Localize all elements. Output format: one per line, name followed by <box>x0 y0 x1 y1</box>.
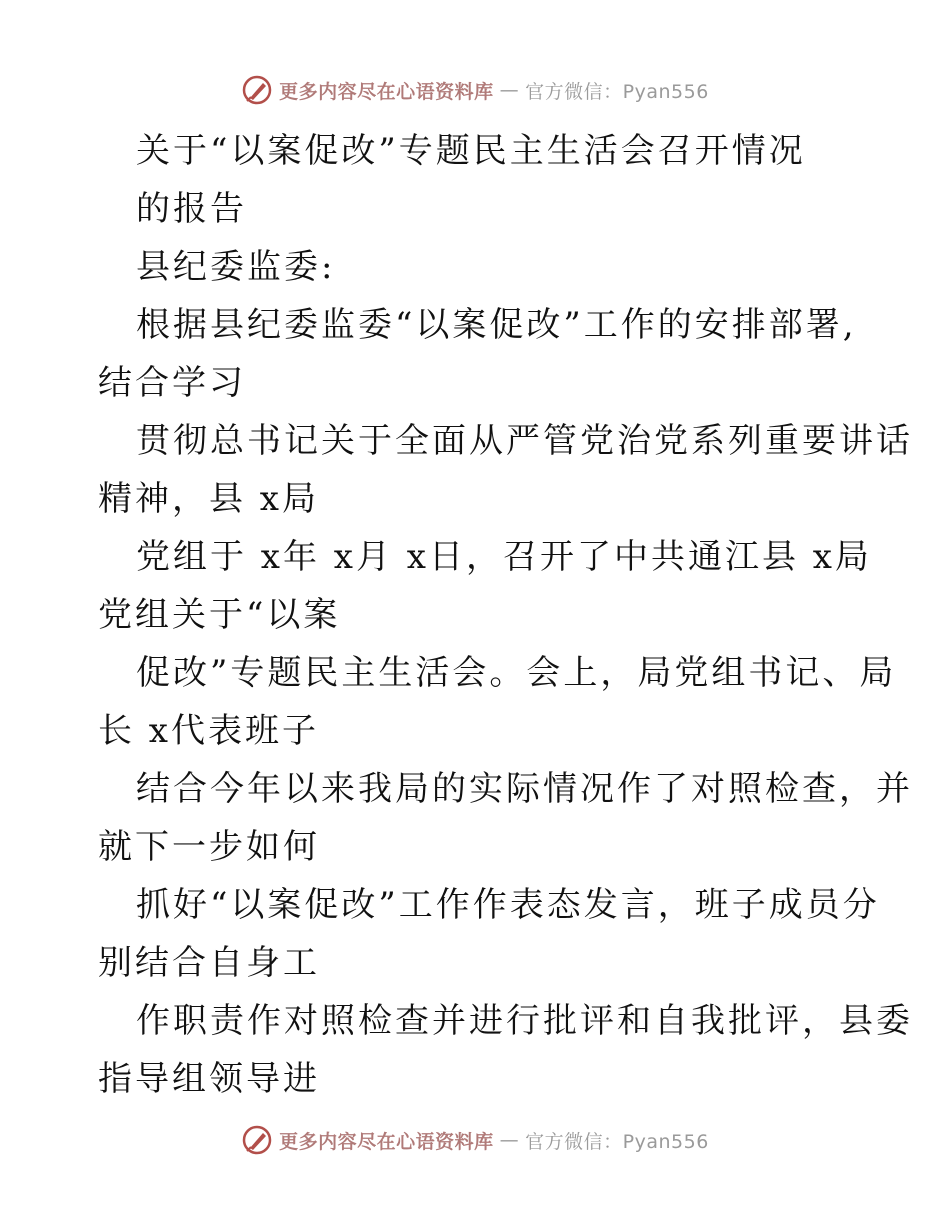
body-line: 党组于 x年 x月 x日，召开了中共通江县 x局 <box>136 537 872 577</box>
document-title-line-2: 的报告 <box>136 189 247 229</box>
body-line: 贯彻总书记关于全面从严管党治党系列重要讲话 <box>136 421 913 461</box>
document-addressee: 县纪委监委: <box>136 247 336 287</box>
body-line: 根据县纪委监委“以案促改”工作的安排部署, <box>136 305 857 345</box>
body-line: 结合今年以来我局的实际情况作了对照检查，并 <box>136 769 913 809</box>
quill-pen-logo-icon <box>241 1124 273 1156</box>
body-line: 党组关于“以案 <box>98 595 341 635</box>
body-line: 作职责作对照检查并进行批评和自我批评，县委 <box>136 1001 913 1041</box>
body-line: 促改”专题民主生活会。会上，局党组书记、局 <box>136 653 897 693</box>
header-watermark <box>0 70 950 110</box>
document-body <box>98 122 913 1108</box>
body-line: 抓好“以案促改”工作作表态发言，班子成员分 <box>136 885 880 925</box>
body-line: 精神，县 x局 <box>98 479 319 519</box>
footer-watermark <box>0 1120 950 1160</box>
watermark-main-text: 更多内容尽在心语资料库 <box>279 1130 494 1153</box>
watermark-main-text: 更多内容尽在心语资料库 <box>279 80 494 103</box>
watermark-separator: — <box>499 79 520 101</box>
watermark-separator: — <box>499 1129 520 1151</box>
quill-pen-logo-icon <box>241 74 273 106</box>
body-line: 长 x代表班子 <box>98 711 319 751</box>
watermark-account-text: 官方微信：Pyan556 <box>525 1130 709 1153</box>
body-line: 别结合自身工 <box>98 943 320 983</box>
body-line: 就下一步如何 <box>98 827 320 867</box>
body-line: 结合学习 <box>98 363 246 403</box>
document-title-line-1: 关于“以案促改”专题民主生活会召开情况 <box>136 131 806 171</box>
body-line: 指导组领导进 <box>98 1059 320 1099</box>
watermark-account-text: 官方微信：Pyan556 <box>525 80 709 103</box>
